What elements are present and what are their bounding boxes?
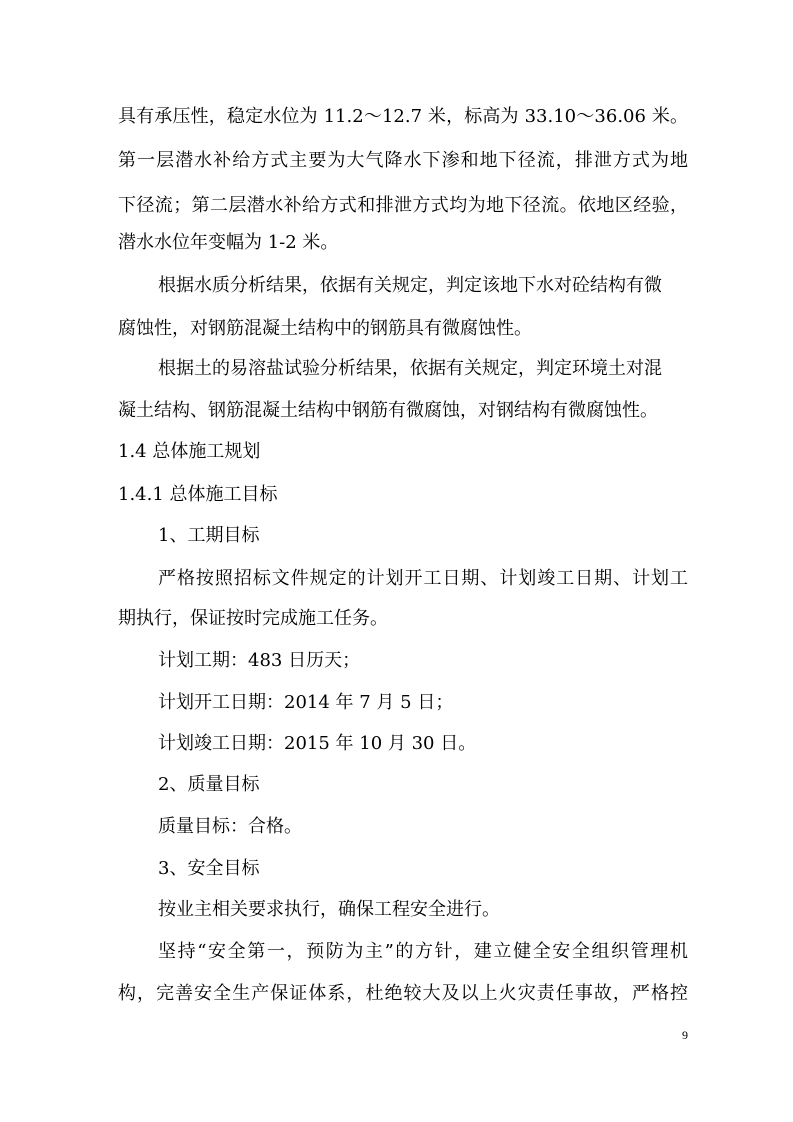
section-heading-1-4: 1.4 总体施工规划 xyxy=(118,441,261,462)
safety-paragraph-line-2: 构，完善安全生产保证体系，杜绝较大及以上火灾责任事故，严格控 xyxy=(118,983,688,1004)
schedule-paragraph-line-1: 严格按照招标文件规定的计划开工日期、计划竣工日期、计划工 xyxy=(158,568,688,589)
section-heading-1-4-1: 1.4.1 总体施工目标 xyxy=(118,484,278,505)
paragraph-soil-line-2: 凝土结构、钢筋混凝土结构中钢筋有微腐蚀，对钢结构有微腐蚀性。 xyxy=(118,400,658,421)
planned-start-date: 计划开工日期：2014 年 7 月 5 日； xyxy=(158,692,454,713)
paragraph-water-quality-line-2: 腐蚀性，对钢筋混凝土结构中的钢筋具有微腐蚀性。 xyxy=(118,318,532,339)
page-number: 9 xyxy=(682,1028,688,1042)
schedule-paragraph-line-2: 期执行，保证按时完成施工任务。 xyxy=(118,608,388,629)
body-line-4: 潜水水位年变幅为 1-2 米。 xyxy=(118,232,339,253)
planned-duration: 计划工期：483 日历天； xyxy=(158,650,361,671)
subheading-schedule-goal: 1、工期目标 xyxy=(158,525,260,546)
safety-paragraph-line-1: 坚持“安全第一，预防为主”的方针，建立健全安全组织管理机 xyxy=(158,941,688,962)
body-line-2: 第一层潜水补给方式主要为大气降水下渗和地下径流，排泄方式为地 xyxy=(118,150,688,171)
subheading-safety-goal: 3、安全目标 xyxy=(158,858,260,879)
safety-requirement-text: 按业主相关要求执行，确保工程安全进行。 xyxy=(158,899,500,920)
quality-goal-text: 质量目标：合格。 xyxy=(158,816,302,837)
planned-completion-date: 计划竣工日期：2015 年 10 月 30 日。 xyxy=(158,733,477,754)
paragraph-water-quality-line-1: 根据水质分析结果，依据有关规定，判定该地下水对砼结构有微 xyxy=(158,275,662,296)
body-line-1: 具有承压性，稳定水位为 11.2～12.7 米，标高为 33.10～36.06 米。 xyxy=(118,106,688,127)
body-line-3: 下径流；第二层潜水补给方式和排泄方式均为地下径流。依地区经验， xyxy=(118,195,688,216)
subheading-quality-goal: 2、质量目标 xyxy=(158,774,260,795)
paragraph-soil-line-1: 根据土的易溶盐试验分析结果，依据有关规定，判定环境土对混 xyxy=(158,358,662,379)
